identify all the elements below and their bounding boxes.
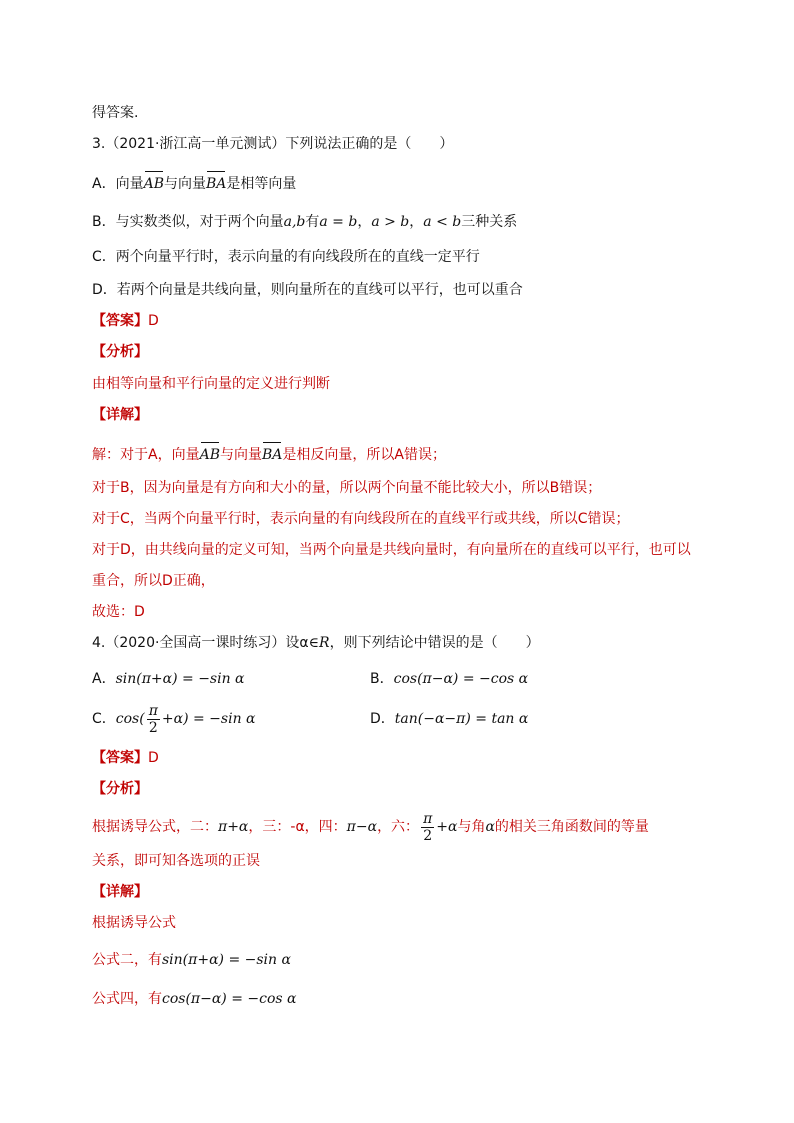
answer-label: 【答案】 xyxy=(92,313,148,329)
answer-value: D xyxy=(148,313,159,329)
detail-line: 对于D，由共线向量的定义可知，当两个向量是共线向量时，有向量所在的直线可以平行，也可以 xyxy=(92,542,691,558)
fraction xyxy=(147,703,160,736)
text: 的相关三角函数间的等量 xyxy=(494,819,649,835)
math: +α xyxy=(436,819,458,835)
detail-line xyxy=(92,441,446,465)
math: a,b xyxy=(283,214,306,230)
text: 公式四，有 xyxy=(92,991,162,1007)
fraction xyxy=(421,811,434,844)
text: 是相等向量 xyxy=(226,176,297,192)
option-label: B． xyxy=(370,671,394,687)
text: ，则下列结论中错误的是（ ） xyxy=(329,635,540,651)
detail-label: 【详解】 xyxy=(92,884,148,900)
question-3-option-c xyxy=(92,247,480,267)
text: 有 xyxy=(305,214,320,230)
math: π−α xyxy=(346,819,378,835)
formula: sin(π+α) = −sin α xyxy=(115,671,245,687)
math: a < b xyxy=(423,214,462,230)
denominator: 2 xyxy=(148,719,158,736)
answer-line xyxy=(92,748,159,768)
text: A．向量 xyxy=(92,176,144,192)
text-line xyxy=(92,103,138,123)
text: D．若两个向量是共线向量，则向量所在的直线可以平行，也可以重合 xyxy=(92,282,523,298)
question-3-option-a xyxy=(92,170,296,194)
math: α xyxy=(485,819,495,835)
math: a > b xyxy=(371,214,410,230)
denominator: 2 xyxy=(423,827,433,844)
formula: cos(π−α) = −cos α xyxy=(162,991,297,1007)
question-3-stem xyxy=(92,134,453,154)
question-3-option-d xyxy=(92,280,523,300)
detail-line: 重合，所以D正确， xyxy=(92,573,215,589)
text: 三种关系 xyxy=(461,214,518,230)
analysis-label: 【分析】 xyxy=(92,781,148,797)
numerator: π xyxy=(148,702,158,719)
question-4-option-b xyxy=(370,669,528,689)
text: B．与实数类似，对于两个向量 xyxy=(92,214,284,230)
answer-line xyxy=(92,311,159,331)
text: 是相反向量，所以A错误； xyxy=(282,447,446,463)
text: 与向量 xyxy=(163,176,206,192)
formula: sin(π+α) = −sin α xyxy=(162,952,291,968)
numerator: π xyxy=(423,810,433,827)
math: π+α xyxy=(218,819,249,835)
vector-ba: BA xyxy=(206,170,226,194)
formula: tan(−α−π) = tan α xyxy=(394,711,529,727)
formula: +α) = −sin α xyxy=(161,711,256,727)
option-label: D． xyxy=(370,711,395,727)
text: 4.（2020·全国高一课时练习）设α xyxy=(92,635,309,651)
text: C．两个向量平行时，表示向量的有向线段所在的直线一定平行 xyxy=(92,249,480,265)
analysis-text xyxy=(92,810,649,844)
question-4-stem xyxy=(92,633,540,653)
vector-ba: BA xyxy=(262,441,282,465)
question-3-option-b: B．与实数类似，对于两个向量a,b有a = b，a > b，a < b三种关系 xyxy=(92,214,518,230)
analysis-text: 由相等向量和平行向量的定义进行判断 xyxy=(92,376,330,392)
question-4-option-d xyxy=(370,709,528,729)
option-label: C． xyxy=(92,711,116,727)
detail-label: 【详解】 xyxy=(92,407,148,423)
text: ，六： xyxy=(377,819,420,835)
text: 3.（2021·浙江高一单元测试）下列说法正确的是（ ） xyxy=(92,136,454,152)
analysis-text: 关系，即可知各选项的正误 xyxy=(92,853,260,869)
detail-line xyxy=(92,950,291,970)
text: 与角 xyxy=(457,819,486,835)
vector-ab: AB xyxy=(144,170,164,194)
analysis-label: 【分析】 xyxy=(92,344,148,360)
text: 与向量 xyxy=(219,447,262,463)
text: 公式二，有 xyxy=(92,952,162,968)
text: ，三：-α，四： xyxy=(248,819,347,835)
question-4-option-c xyxy=(92,702,256,736)
text: 解：对于A，向量 xyxy=(92,447,200,463)
text: 得答案. xyxy=(92,105,139,121)
answer-value: D xyxy=(148,750,159,766)
question-4-option-a xyxy=(92,669,245,689)
option-label: A． xyxy=(92,671,116,687)
detail-line: 故选：D xyxy=(92,604,145,620)
detail-line: 对于B，因为向量是有方向和大小的量，所以两个向量不能比较大小，所以B错误； xyxy=(92,480,602,496)
detail-line: 根据诱导公式 xyxy=(92,915,176,931)
vector-ab: AB xyxy=(200,441,220,465)
text: 根据诱导公式，二： xyxy=(92,819,218,835)
formula: cos( xyxy=(115,711,145,727)
math: a = b xyxy=(319,214,358,230)
math: ∈R xyxy=(308,635,330,651)
answer-label: 【答案】 xyxy=(92,750,148,766)
formula: cos(π−α) = −cos α xyxy=(393,671,529,687)
detail-line xyxy=(92,989,296,1009)
detail-line: 对于C，当两个向量平行时，表示向量的有向线段所在的直线平行或共线，所以C错误； xyxy=(92,511,630,527)
